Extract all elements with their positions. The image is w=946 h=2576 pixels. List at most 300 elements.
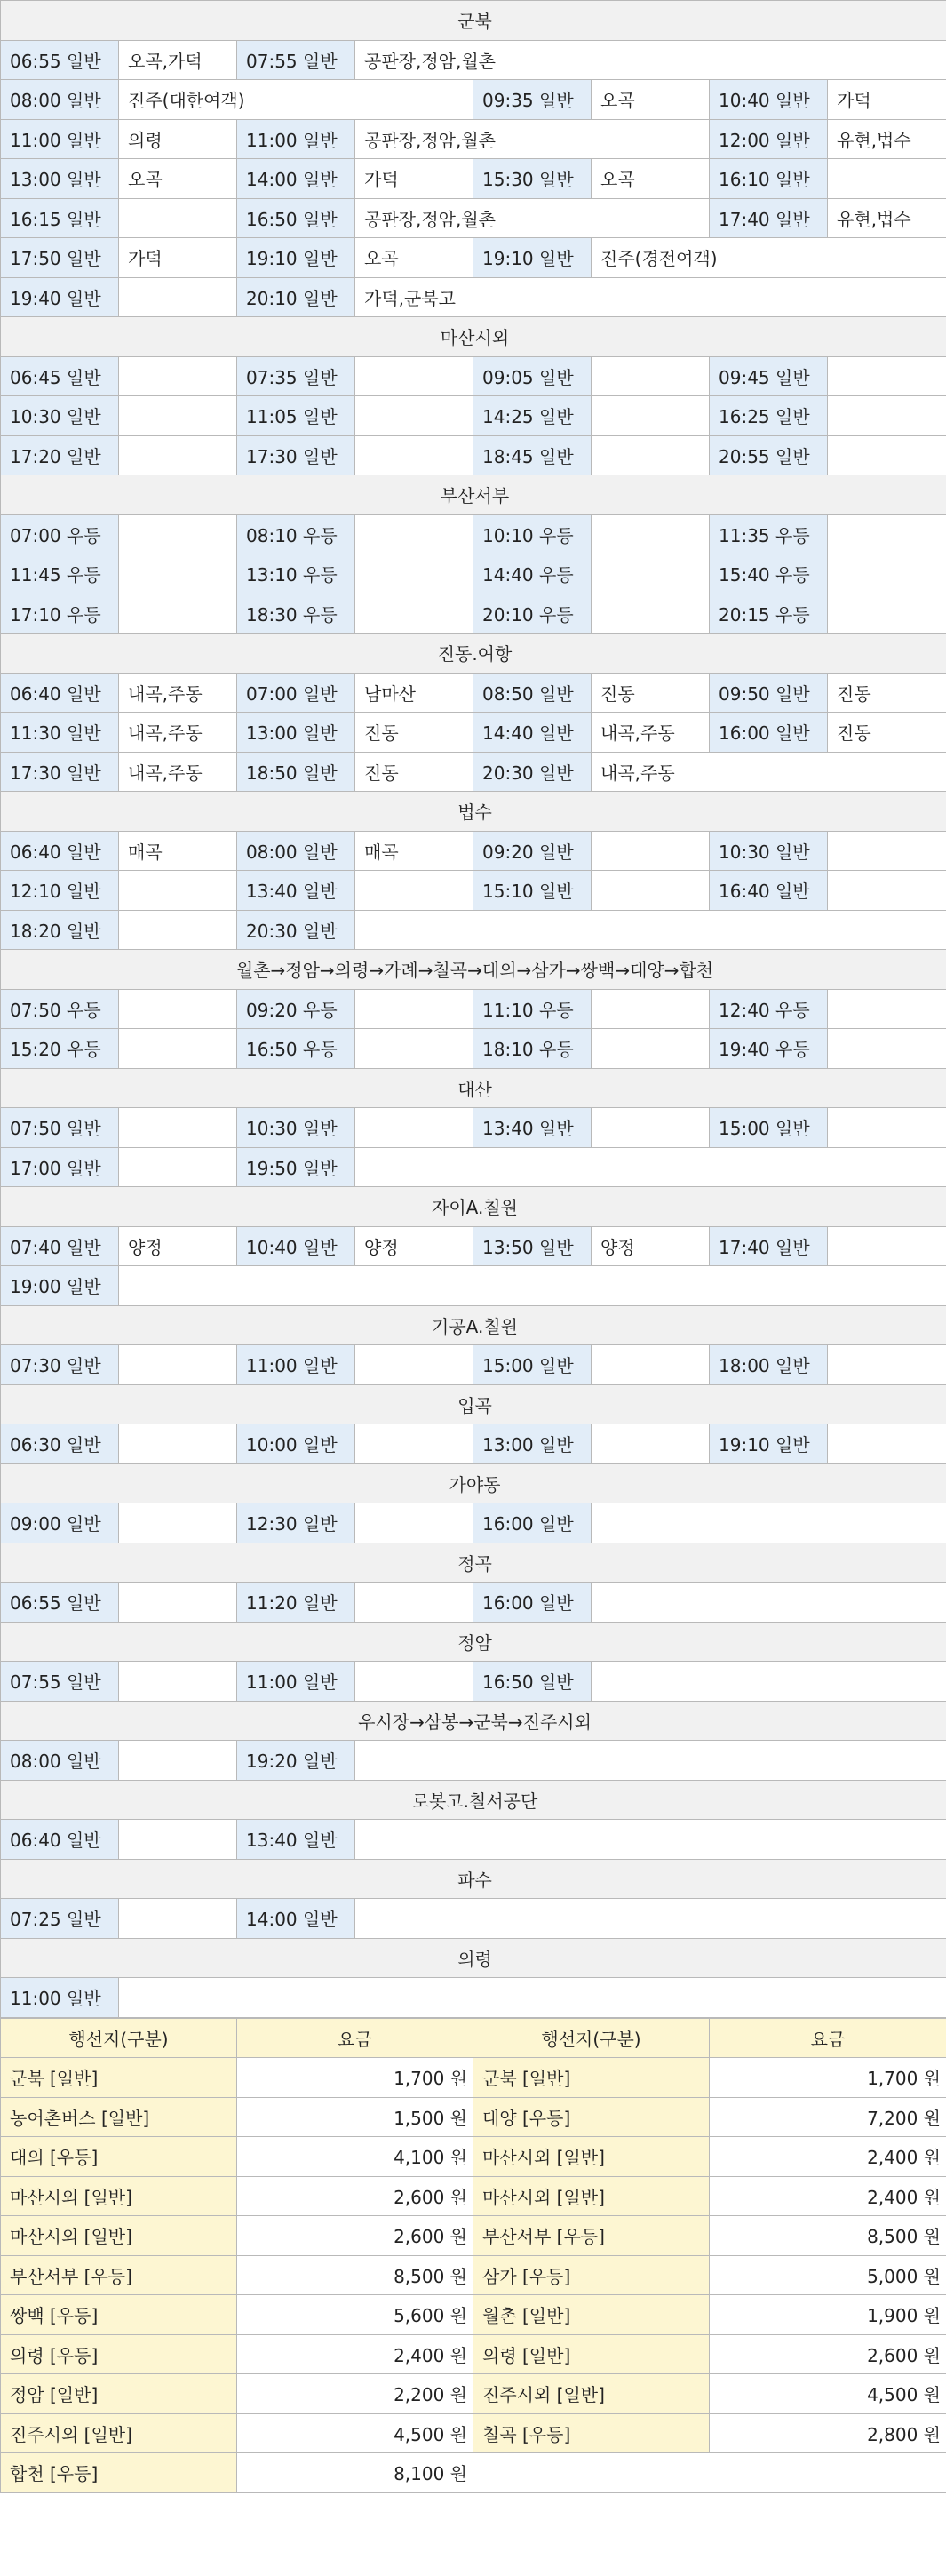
departure-time: 19:50 일반 [237,1147,355,1187]
section-header-row [1,1463,946,1503]
departure-time: 19:10 일반 [237,238,355,278]
fare-table [0,2018,946,2493]
fare-destination: 의령 [우등] [1,2334,237,2374]
route-stops: 내곡,주동 [592,752,946,792]
route-stops [355,356,473,396]
departure-time: 13:40 일반 [237,1820,355,1860]
schedule-row [1,1820,946,1860]
schedule-row [1,198,946,238]
departure-time: 07:25 일반 [1,1899,119,1939]
fare-row [1,2216,946,2256]
route-stops [592,1029,710,1069]
departure-time: 11:00 일반 [237,119,355,159]
route-stops [828,514,946,554]
section-header-row [1,1622,946,1662]
schedule-row [1,238,946,278]
route-stops [828,1424,946,1464]
schedule-row [1,554,946,594]
route-stops [119,1899,237,1939]
route-stops [355,1029,473,1069]
departure-time: 06:40 일반 [1,1820,119,1860]
departure-time: 16:50 일반 [473,1662,592,1702]
route-stops: 내곡,주동 [119,673,237,713]
departure-time: 08:10 우등 [237,514,355,554]
departure-time: 08:00 일반 [237,831,355,871]
departure-time: 16:40 일반 [710,871,828,911]
fare-destination: 정암 [일반] [1,2374,237,2414]
route-stops [592,435,710,475]
fare-destination: 마산시외 [일반] [1,2216,237,2256]
fare-price: 1,700 원 [710,2058,946,2098]
fare-price: 2,200 원 [237,2374,473,2414]
route-stops [355,1503,473,1543]
departure-time: 13:00 일반 [473,1424,592,1464]
destination-header: 행선지(구분) [1,2018,237,2058]
fare-row [1,2413,946,2453]
section-title: 정암 [1,1622,946,1662]
fare-price: 1,500 원 [237,2097,473,2137]
route-stops [119,435,237,475]
route-stops [119,1029,237,1069]
route-stops: 내곡,주동 [119,752,237,792]
section-header-row [1,634,946,674]
route-stops [355,910,946,950]
fare-row [1,2374,946,2414]
departure-time: 20:15 우등 [710,594,828,634]
route-stops: 오곡 [592,159,710,199]
route-stops: 유현,법수 [828,119,946,159]
schedule-row [1,713,946,753]
schedule-row [1,1662,946,1702]
route-stops [355,1583,473,1623]
fare-destination: 진주시외 [일반] [473,2374,710,2414]
route-stops [592,1503,946,1543]
departure-time: 20:30 일반 [473,752,592,792]
fare-destination: 농어촌버스 [일반] [1,2097,237,2137]
departure-time: 09:45 일반 [710,356,828,396]
departure-time: 19:10 일반 [710,1424,828,1464]
fare-destination: 합천 [우등] [1,2453,237,2493]
route-stops: 공판장,정암,월촌 [355,40,946,80]
departure-time: 13:10 우등 [237,554,355,594]
route-stops [828,554,946,594]
schedule-row [1,435,946,475]
departure-time: 09:20 일반 [473,831,592,871]
route-stops [355,594,473,634]
departure-time: 13:00 일반 [1,159,119,199]
departure-time: 08:00 일반 [1,80,119,120]
departure-time: 06:40 일반 [1,831,119,871]
route-stops [828,356,946,396]
fare-row [1,2058,946,2098]
section-header-row [1,950,946,990]
route-stops [119,396,237,436]
departure-time: 07:55 일반 [1,1662,119,1702]
route-stops [355,1345,473,1385]
route-stops [828,159,946,199]
schedule-row [1,1741,946,1781]
departure-time: 08:50 일반 [473,673,592,713]
fare-price: 4,100 원 [237,2137,473,2177]
fare-price: 1,700 원 [237,2058,473,2098]
departure-time: 14:00 일반 [237,1899,355,1939]
route-stops [119,277,237,317]
departure-time: 10:00 일반 [237,1424,355,1464]
route-stops [119,1662,237,1702]
departure-time: 15:00 일반 [473,1345,592,1385]
route-stops [119,1345,237,1385]
schedule-row [1,119,946,159]
schedule-row [1,1899,946,1939]
schedule-row [1,1147,946,1187]
route-stops: 양정 [119,1226,237,1266]
route-stops [119,594,237,634]
departure-time: 20:10 우등 [473,594,592,634]
departure-time: 11:45 우등 [1,554,119,594]
departure-time: 17:40 일반 [710,198,828,238]
schedule-row [1,989,946,1029]
schedule-row [1,594,946,634]
fare-destination: 군북 [일반] [1,2058,237,2098]
route-stops [592,1662,946,1702]
route-stops [592,356,710,396]
fare-row [1,2176,946,2216]
departure-time: 16:50 일반 [237,198,355,238]
departure-time: 17:20 일반 [1,435,119,475]
departure-time: 06:40 일반 [1,673,119,713]
route-stops: 가덕,군북고 [355,277,946,317]
route-stops [119,1147,237,1187]
departure-time: 09:05 일반 [473,356,592,396]
route-stops: 가덕 [355,159,473,199]
route-stops: 진동 [355,713,473,753]
departure-time: 11:05 일반 [237,396,355,436]
departure-time: 18:20 일반 [1,910,119,950]
route-stops [592,554,710,594]
departure-time: 18:30 우등 [237,594,355,634]
departure-time: 15:30 일반 [473,159,592,199]
schedule-row [1,356,946,396]
route-stops: 오곡,가덕 [119,40,237,80]
departure-time: 16:00 일반 [710,713,828,753]
route-stops [355,1108,473,1148]
route-stops [592,831,710,871]
fare-row [1,2255,946,2295]
fare-price: 1,900 원 [710,2295,946,2335]
departure-time: 12:40 우등 [710,989,828,1029]
departure-time: 16:25 일반 [710,396,828,436]
fare-destination: 칠곡 [우등] [473,2413,710,2453]
departure-time: 12:30 일반 [237,1503,355,1543]
fare-destination: 부산서부 [우등] [473,2216,710,2256]
fare-row [1,2453,946,2493]
section-title: 진동.여항 [1,634,946,674]
fare-price: 8,500 원 [237,2255,473,2295]
route-stops: 남마산 [355,673,473,713]
section-title: 입곡 [1,1384,946,1424]
section-title: 파수 [1,1859,946,1899]
route-stops [828,1345,946,1385]
section-header-row [1,317,946,357]
section-title: 정곡 [1,1543,946,1583]
schedule-row [1,1503,946,1543]
fare-destination: 대의 [우등] [1,2137,237,2177]
route-stops [119,1108,237,1148]
schedule-row [1,1424,946,1464]
route-stops [355,1899,946,1939]
section-title: 마산시외 [1,317,946,357]
departure-time: 18:45 일반 [473,435,592,475]
fare-price: 2,400 원 [710,2176,946,2216]
route-stops [592,594,710,634]
departure-time: 14:25 일반 [473,396,592,436]
route-stops [592,1108,710,1148]
departure-time: 11:20 일반 [237,1583,355,1623]
section-title: 부산서부 [1,475,946,515]
departure-time: 11:00 일반 [1,119,119,159]
route-stops: 내곡,주동 [592,713,710,753]
departure-time: 15:20 우등 [1,1029,119,1069]
section-title: 대산 [1,1068,946,1108]
schedule-row [1,514,946,554]
fare-price: 8,500 원 [710,2216,946,2256]
route-stops: 가덕 [119,238,237,278]
fare-price: 2,600 원 [237,2216,473,2256]
schedule-row [1,396,946,436]
section-header-row [1,1543,946,1583]
schedule-row [1,1345,946,1385]
departure-time: 17:40 일반 [710,1226,828,1266]
departure-time: 15:40 우등 [710,554,828,594]
route-stops [355,1741,946,1781]
fare-row [1,2097,946,2137]
departure-time: 09:50 일반 [710,673,828,713]
route-stops [828,435,946,475]
section-header-row [1,1068,946,1108]
departure-time: 19:10 일반 [473,238,592,278]
departure-time: 20:10 일반 [237,277,355,317]
route-stops: 공판장,정암,월촌 [355,198,710,238]
fare-price: 5,600 원 [237,2295,473,2335]
fare-destination: 쌍백 [우등] [1,2295,237,2335]
fare-destination: 대양 [우등] [473,2097,710,2137]
section-title: 법수 [1,792,946,832]
destination-header: 행선지(구분) [473,2018,710,2058]
section-header-row [1,792,946,832]
departure-time: 13:40 일반 [237,871,355,911]
route-stops [828,871,946,911]
departure-time: 07:35 일반 [237,356,355,396]
route-stops [119,554,237,594]
departure-time: 17:30 일반 [237,435,355,475]
route-stops [828,594,946,634]
route-stops [355,554,473,594]
schedule-row [1,1583,946,1623]
fare-destination: 마산시외 [일반] [1,2176,237,2216]
departure-time: 15:00 일반 [710,1108,828,1148]
departure-time: 10:10 우등 [473,514,592,554]
departure-time: 10:30 일반 [1,396,119,436]
route-stops [592,1583,946,1623]
route-stops: 양정 [355,1226,473,1266]
route-stops [828,1029,946,1069]
departure-time: 17:00 일반 [1,1147,119,1187]
departure-time: 12:10 일반 [1,871,119,911]
route-stops: 오곡 [592,80,710,120]
departure-time: 13:50 일반 [473,1226,592,1266]
departure-time: 17:10 우등 [1,594,119,634]
departure-time: 13:00 일반 [237,713,355,753]
fare-price: 2,600 원 [237,2176,473,2216]
departure-time: 16:50 우등 [237,1029,355,1069]
section-title: 군북 [1,1,946,41]
fare-row [1,2137,946,2177]
departure-time: 19:40 우등 [710,1029,828,1069]
route-stops [355,989,473,1029]
departure-time: 17:30 일반 [1,752,119,792]
route-stops [355,1662,473,1702]
departure-time: 13:40 일반 [473,1108,592,1148]
section-header-row [1,1859,946,1899]
departure-time: 19:00 일반 [1,1266,119,1306]
route-stops: 가덕 [828,80,946,120]
departure-time: 16:15 일반 [1,198,119,238]
departure-time: 11:00 일반 [1,1978,119,2018]
route-stops: 내곡,주동 [119,713,237,753]
departure-time: 19:40 일반 [1,277,119,317]
route-stops [828,1108,946,1148]
route-stops [592,396,710,436]
section-title: 월촌→정암→의령→가례→칠곡→대의→삼가→쌍백→대양→합천 [1,950,946,990]
schedule-row [1,752,946,792]
fare-header-row [1,2018,946,2058]
departure-time: 14:40 일반 [473,713,592,753]
departure-time: 09:20 우등 [237,989,355,1029]
route-stops: 양정 [592,1226,710,1266]
empty-cell [473,2453,946,2493]
schedule-row [1,40,946,80]
departure-time: 11:00 일반 [237,1345,355,1385]
fare-destination: 의령 [일반] [473,2334,710,2374]
departure-time: 16:10 일반 [710,159,828,199]
departure-time: 15:10 일반 [473,871,592,911]
fare-price: 2,800 원 [710,2413,946,2453]
departure-time: 10:30 일반 [237,1108,355,1148]
section-title: 자이A.칠원 [1,1187,946,1227]
departure-time: 11:35 우등 [710,514,828,554]
fare-price: 2,400 원 [710,2137,946,2177]
route-stops [355,1147,946,1187]
departure-time: 20:55 일반 [710,435,828,475]
schedule-row [1,1978,946,2018]
schedule-row [1,277,946,317]
route-stops [828,989,946,1029]
fare-destination: 삼가 [우등] [473,2255,710,2295]
route-stops: 진동 [355,752,473,792]
route-stops [119,1266,946,1306]
route-stops [119,1978,946,2018]
section-header-row [1,1701,946,1741]
departure-time: 12:00 일반 [710,119,828,159]
route-stops [119,198,237,238]
section-header-row [1,1384,946,1424]
departure-time: 11:30 일반 [1,713,119,753]
section-header-row [1,1938,946,1978]
schedule-row [1,1266,946,1306]
route-stops [119,871,237,911]
route-stops [355,871,473,911]
route-stops: 오곡 [355,238,473,278]
route-stops [119,1583,237,1623]
route-stops: 유현,법수 [828,198,946,238]
departure-time: 09:00 일반 [1,1503,119,1543]
section-header-row [1,1305,946,1345]
fare-price: 8,100 원 [237,2453,473,2493]
route-stops: 진주(경전여객) [592,238,946,278]
departure-time: 06:55 일반 [1,1583,119,1623]
schedule-row [1,80,946,120]
departure-time: 06:30 일반 [1,1424,119,1464]
route-stops [119,514,237,554]
departure-time: 10:30 일반 [710,831,828,871]
departure-time: 18:00 일반 [710,1345,828,1385]
departure-time: 08:00 일반 [1,1741,119,1781]
route-stops [119,1424,237,1464]
fare-row [1,2334,946,2374]
route-stops [119,1503,237,1543]
route-stops [119,356,237,396]
section-title: 로봇고.칠서공단 [1,1780,946,1820]
route-stops [355,1820,946,1860]
departure-time: 17:50 일반 [1,238,119,278]
schedule-row [1,159,946,199]
departure-time: 06:55 일반 [1,40,119,80]
section-title: 의령 [1,1938,946,1978]
departure-time: 07:50 일반 [1,1108,119,1148]
schedule-row [1,1226,946,1266]
schedule-row [1,910,946,950]
route-stops: 진주(대한여객) [119,80,473,120]
section-header-row [1,1780,946,1820]
schedule-row [1,673,946,713]
route-stops: 진동 [828,673,946,713]
departure-time: 10:40 일반 [237,1226,355,1266]
departure-time: 06:45 일반 [1,356,119,396]
departure-time: 09:35 일반 [473,80,592,120]
schedule-row [1,1029,946,1069]
fare-destination: 월촌 [일반] [473,2295,710,2335]
route-stops [355,1424,473,1464]
route-stops [119,1820,237,1860]
departure-time: 11:00 일반 [237,1662,355,1702]
schedule-row [1,871,946,911]
fare-header: 요금 [710,2018,946,2058]
departure-time: 16:00 일반 [473,1503,592,1543]
departure-time: 20:30 일반 [237,910,355,950]
route-stops: 진동 [592,673,710,713]
route-stops: 진동 [828,713,946,753]
section-header-row [1,1187,946,1227]
route-stops [119,910,237,950]
section-title: 가야동 [1,1463,946,1503]
route-stops [355,514,473,554]
fare-destination: 부산서부 [우등] [1,2255,237,2295]
departure-time: 19:20 일반 [237,1741,355,1781]
route-stops [828,831,946,871]
departure-time: 14:00 일반 [237,159,355,199]
departure-time: 07:30 일반 [1,1345,119,1385]
route-stops: 공판장,정암,월촌 [355,119,710,159]
